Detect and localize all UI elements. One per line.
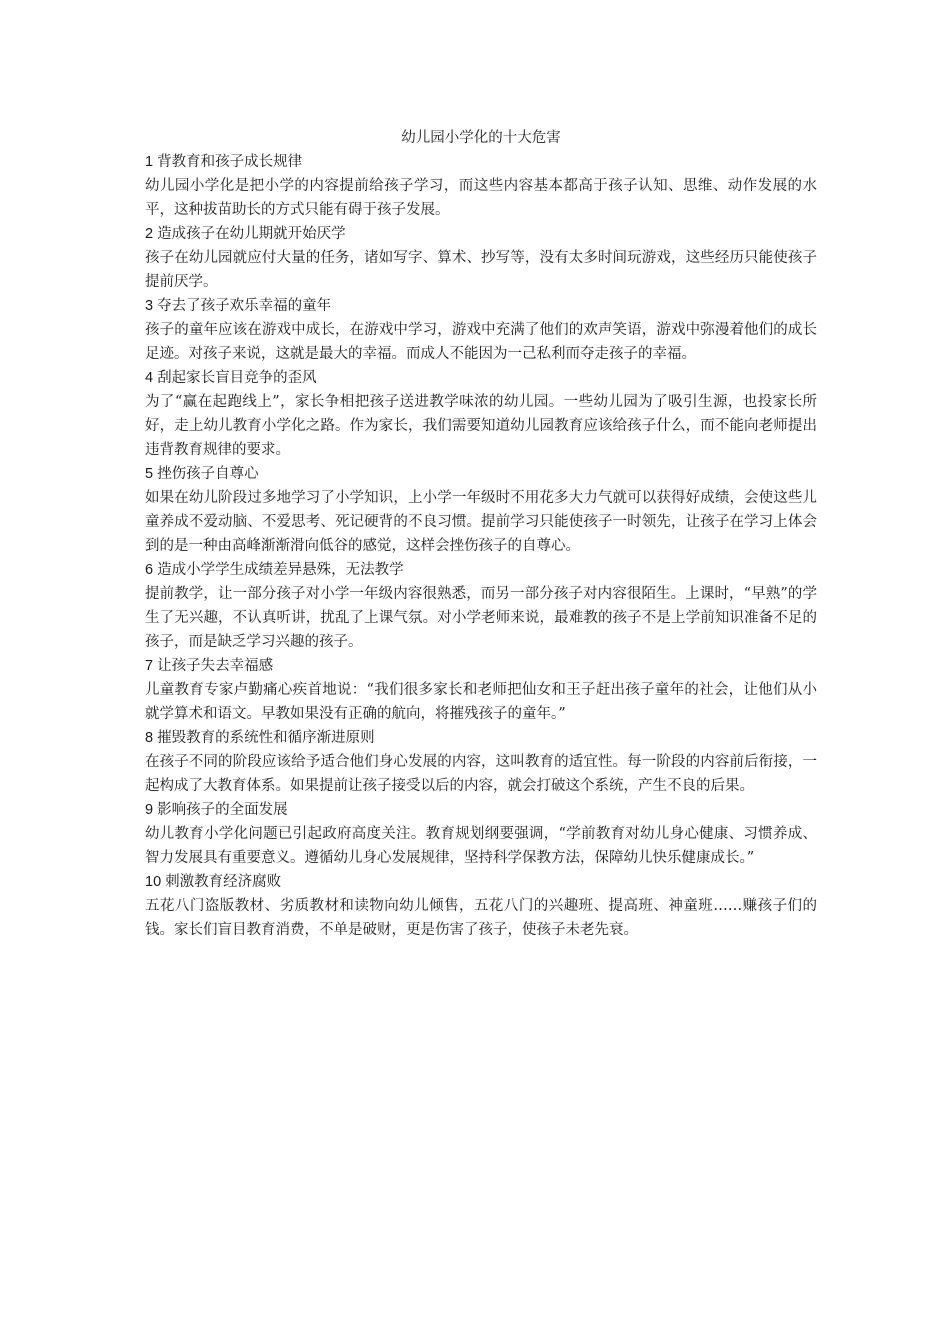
section-1: [145, 150, 817, 222]
section-body: 孩子的童年应该在游戏中成长，在游戏中学习，游戏中充满了他们的欢声笑语，游戏中弥漫着他们的成长足迹。对孩子来说，这就是最大的幸福。而成人不能因为一己私利而夺走孩子的幸福。: [145, 322, 817, 362]
section-number: 7: [145, 658, 154, 674]
section-heading-text: 影响孩子的全面发展: [157, 802, 288, 818]
section-heading: [145, 870, 817, 894]
section-heading-text: 背教育和孩子成长规律: [157, 154, 303, 170]
section-heading: [145, 798, 817, 822]
section-number: 9: [145, 802, 154, 818]
section-number: 2: [145, 226, 154, 242]
section-8: [145, 726, 817, 798]
section-heading: [145, 150, 817, 174]
section-number: 8: [145, 730, 154, 746]
section-number: 6: [145, 562, 154, 578]
section-heading: [145, 366, 817, 390]
section-body: 儿童教育专家卢勤痛心疾首地说：“我们很多家长和老师把仙女和王子赶出孩子童年的社会，让他们从小就学算术和语文。早教如果没有正确的航向，将摧残孩子的童年。”: [145, 682, 817, 722]
section-number: 4: [145, 370, 154, 386]
section-heading-text: 挫伤孩子自尊心: [157, 466, 259, 482]
section-body: 如果在幼儿阶段过多地学习了小学知识，上小学一年级时不用花多大力气就可以获得好成绩，会使这些儿童养成不爱动脑、不爱思考、死记硬背的不良习惯。提前学习只能使孩子一时领先，让孩子在学习上体会到的是一种由高峰渐渐滑向低谷的感觉，这样会挫伤孩子的自尊心。: [145, 490, 817, 554]
section-heading: [145, 294, 817, 318]
section-heading: [145, 726, 817, 750]
section-heading: [145, 558, 817, 582]
section-number: 1: [145, 154, 154, 170]
section-10: [145, 870, 817, 942]
section-heading: [145, 462, 817, 486]
section-body: 提前教学，让一部分孩子对小学一年级内容很熟悉，而另一部分孩子对内容很陌生。上课时，“早熟”的学生了无兴趣，不认真听讲，扰乱了上课气氛。对小学老师来说，最难教的孩子不是上学前知识准备不足的孩子，而是缺乏学习兴趣的孩子。: [145, 586, 817, 650]
section-3: [145, 294, 817, 366]
section-body: 孩子在幼儿园就应付大量的任务，诸如写字、算术、抄写等，没有太多时间玩游戏，这些经历只能使孩子提前厌学。: [145, 250, 817, 290]
section-heading: [145, 222, 817, 246]
section-number: 5: [145, 466, 154, 482]
section-body: 幼儿教育小学化问题已引起政府高度关注。教育规划纲要强调，“学前教育对幼儿身心健康、习惯养成、智力发展具有重要意义。遵循幼儿身心发展规律，坚持科学保教方法，保障幼儿快乐健康成长。”: [145, 826, 817, 866]
section-heading-text: 造成小学学生成绩差异悬殊，无法教学: [157, 562, 404, 578]
section-heading-text: 刺激教育经济腐败: [165, 874, 282, 890]
section-6: [145, 558, 817, 654]
section-heading-text: 夺去了孩子欢乐幸福的童年: [157, 298, 332, 314]
section-heading-text: 摧毁教育的系统性和循序渐进原则: [157, 730, 375, 746]
section-heading-text: 让孩子失去幸福感: [157, 658, 274, 674]
section-5: [145, 462, 817, 558]
section-heading-text: 刮起家长盲目竞争的歪风: [157, 370, 317, 386]
section-body: 为了“赢在起跑线上”，家长争相把孩子送进教学味浓的幼儿园。一些幼儿园为了吸引生源，也投家长所好，走上幼儿教育小学化之路。作为家长，我们需要知道幼儿园教育应该给孩子什么，而不能向老师提出违背教育规律的要求。: [145, 394, 817, 458]
section-7: [145, 654, 817, 726]
document-content: [145, 126, 817, 942]
section-body: 在孩子不同的阶段应该给予适合他们身心发展的内容，这叫教育的适宜性。每一阶段的内容前后衔接，一起构成了大教育体系。如果提前让孩子接受以后的内容，就会打破这个系统，产生不良的后果。: [145, 754, 817, 794]
section-number: 3: [145, 298, 154, 314]
section-heading-text: 造成孩子在幼儿期就开始厌学: [157, 226, 346, 242]
section-body: 幼儿园小学化是把小学的内容提前给孩子学习，而这些内容基本都高于孩子认知、思维、动作发展的水平，这种拔苗助长的方式只能有碍于孩子发展。: [145, 178, 817, 218]
section-body: 五花八门盗版教材、劣质教材和读物向幼儿倾售，五花八门的兴趣班、提高班、神童班……赚孩子们的钱。家长们盲目教育消费，不单是破财，更是伤害了孩子，使孩子未老先衰。: [145, 898, 817, 938]
section-number: 10: [145, 874, 162, 890]
section-2: [145, 222, 817, 294]
document-title: 幼儿园小学化的十大危害: [401, 130, 561, 146]
section-9: [145, 798, 817, 870]
section-heading: [145, 654, 817, 678]
section-4: [145, 366, 817, 462]
